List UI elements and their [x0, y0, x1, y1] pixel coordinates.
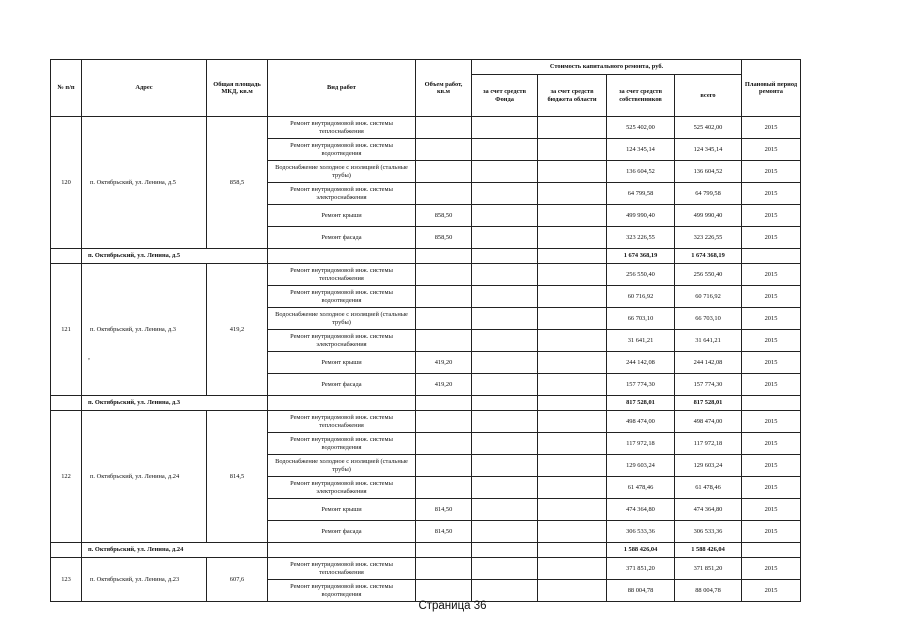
row-number: 122: [51, 411, 82, 543]
budget-cell: [538, 139, 607, 161]
own-funds-cell: 61 478,46: [607, 477, 675, 499]
fund-cell: [472, 477, 538, 499]
work-type-cell: Ремонт внутридомовой инж. системы теплоснабжения: [268, 117, 416, 139]
volume-cell: 858,50: [416, 205, 472, 227]
subtotal-row: [51, 396, 801, 411]
total-cell: 88 004,78: [675, 580, 742, 602]
budget-cell: [538, 374, 607, 396]
row-area: 814,5: [207, 411, 268, 543]
fund-cell: [472, 433, 538, 455]
period-cell: 2015: [742, 499, 801, 521]
fund-cell: [472, 411, 538, 433]
total-cell: 129 603,24: [675, 455, 742, 477]
table-row: [51, 264, 801, 286]
fund-cell: [472, 499, 538, 521]
header-cost-group: Стоимость капитального ремонта, руб.: [472, 60, 742, 75]
budget-cell: [538, 433, 607, 455]
work-type-cell: Ремонт внутридомовой инж. системы водоотведения: [268, 139, 416, 161]
work-type-cell: Ремонт внутридомовой инж. системы электроснабжения: [268, 330, 416, 352]
fund-cell: [472, 205, 538, 227]
own-funds-cell: 117 972,18: [607, 433, 675, 455]
subtotal-period-cell: [742, 396, 801, 411]
period-cell: 2015: [742, 205, 801, 227]
own-funds-cell: 498 474,00: [607, 411, 675, 433]
subtotal-num-cell: [51, 543, 82, 558]
row-address: п. Октябрьский, ул. Ленина, д.24: [82, 411, 207, 543]
volume-cell: [416, 139, 472, 161]
header-fund: за счет средств Фонда: [472, 75, 538, 117]
work-type-cell: Ремонт внутридомовой инж. системы теплоснабжения: [268, 411, 416, 433]
stray-mark: ,: [88, 352, 90, 361]
subtotal-total: 1 588 426,04: [675, 543, 742, 558]
own-funds-cell: 323 226,55: [607, 227, 675, 249]
own-funds-cell: 371 851,20: [607, 558, 675, 580]
subtotal-budget-cell: [538, 543, 607, 558]
own-funds-cell: 129 603,24: [607, 455, 675, 477]
row-number: 120: [51, 117, 82, 249]
own-funds-cell: 244 142,08: [607, 352, 675, 374]
own-funds-cell: 157 774,30: [607, 374, 675, 396]
fund-cell: [472, 161, 538, 183]
fund-cell: [472, 352, 538, 374]
table-row: [51, 558, 801, 580]
volume-cell: [416, 477, 472, 499]
total-cell: 244 142,08: [675, 352, 742, 374]
subtotal-row: [51, 249, 801, 264]
volume-cell: 419,20: [416, 352, 472, 374]
budget-cell: [538, 161, 607, 183]
period-cell: 2015: [742, 455, 801, 477]
subtotal-address: п. Октябрьский, ул. Ленина, д.3: [82, 396, 268, 411]
fund-cell: [472, 330, 538, 352]
total-cell: 157 774,30: [675, 374, 742, 396]
table-row: [51, 117, 801, 139]
volume-cell: [416, 161, 472, 183]
fund-cell: [472, 374, 538, 396]
row-address: п. Октябрьский, ул. Ленина, д.5: [82, 117, 207, 249]
row-area: 607,6: [207, 558, 268, 602]
budget-cell: [538, 477, 607, 499]
subtotal-fund-cell: [472, 543, 538, 558]
total-cell: 323 226,55: [675, 227, 742, 249]
subtotal-work-cell: [268, 249, 416, 264]
fund-cell: [472, 139, 538, 161]
row-area: 858,5: [207, 117, 268, 249]
own-funds-cell: 136 604,52: [607, 161, 675, 183]
period-cell: 2015: [742, 264, 801, 286]
budget-cell: [538, 286, 607, 308]
subtotal-budget-cell: [538, 249, 607, 264]
subtotal-period-cell: [742, 543, 801, 558]
volume-cell: [416, 286, 472, 308]
volume-cell: 814,50: [416, 521, 472, 543]
header-volume: Объем работ, кв.м: [416, 60, 472, 117]
subtotal-num-cell: [51, 249, 82, 264]
fund-cell: [472, 580, 538, 602]
own-funds-cell: 66 703,10: [607, 308, 675, 330]
budget-cell: [538, 205, 607, 227]
subtotal-volume-cell: [416, 396, 472, 411]
period-cell: 2015: [742, 352, 801, 374]
volume-cell: [416, 433, 472, 455]
budget-cell: [538, 308, 607, 330]
budget-cell: [538, 183, 607, 205]
budget-cell: [538, 411, 607, 433]
work-type-cell: Ремонт фасада: [268, 521, 416, 543]
budget-cell: [538, 117, 607, 139]
work-type-cell: Ремонт крыши: [268, 205, 416, 227]
work-type-cell: Ремонт фасада: [268, 227, 416, 249]
total-cell: 499 990,40: [675, 205, 742, 227]
budget-cell: [538, 521, 607, 543]
header-total: всего: [675, 75, 742, 117]
subtotal-address: п. Октябрьский, ул. Ленина, д.5: [82, 249, 268, 264]
work-type-cell: Ремонт внутридомовой инж. системы водоотведения: [268, 580, 416, 602]
period-cell: 2015: [742, 374, 801, 396]
volume-cell: 419,20: [416, 374, 472, 396]
subtotal-period-cell: [742, 249, 801, 264]
budget-cell: [538, 352, 607, 374]
total-cell: 525 402,00: [675, 117, 742, 139]
row-address: п. Октябрьский, ул. Ленина, д.3: [82, 264, 207, 396]
subtotal-volume-cell: [416, 249, 472, 264]
work-type-cell: Ремонт внутридомовой инж. системы электроснабжения: [268, 477, 416, 499]
fund-cell: [472, 286, 538, 308]
period-cell: 2015: [742, 183, 801, 205]
subtotal-fund-cell: [472, 396, 538, 411]
subtotal-row: [51, 543, 801, 558]
fund-cell: [472, 117, 538, 139]
volume-cell: 858,50: [416, 227, 472, 249]
table-body: [51, 117, 801, 602]
volume-cell: [416, 455, 472, 477]
subtotal-total: 817 528,01: [675, 396, 742, 411]
table-row: [51, 411, 801, 433]
row-address: п. Октябрьский, ул. Ленина, д.23: [82, 558, 207, 602]
page-footer: Страница 36: [418, 600, 487, 612]
repair-cost-table: [50, 59, 801, 602]
header-work-type: Вид работ: [268, 60, 416, 117]
row-number: 123: [51, 558, 82, 602]
work-type-cell: Водоснабжение холодное с изоляцией (стальные трубы): [268, 455, 416, 477]
own-funds-cell: 256 550,40: [607, 264, 675, 286]
total-cell: 60 716,92: [675, 286, 742, 308]
own-funds-cell: 124 345,14: [607, 139, 675, 161]
total-cell: 498 474,00: [675, 411, 742, 433]
subtotal-own-funds: 1 674 368,19: [607, 249, 675, 264]
own-funds-cell: 525 402,00: [607, 117, 675, 139]
work-type-cell: Ремонт внутридомовой инж. системы электроснабжения: [268, 183, 416, 205]
subtotal-total: 1 674 368,19: [675, 249, 742, 264]
budget-cell: [538, 264, 607, 286]
subtotal-fund-cell: [472, 249, 538, 264]
own-funds-cell: 31 641,21: [607, 330, 675, 352]
work-type-cell: Ремонт крыши: [268, 499, 416, 521]
volume-cell: [416, 264, 472, 286]
fund-cell: [472, 558, 538, 580]
header-area: Общая площадь МКД, кв.м: [207, 60, 268, 117]
work-type-cell: Водоснабжение холодное с изоляцией (стальные трубы): [268, 161, 416, 183]
subtotal-address: п. Октябрьский, ул. Ленина, д.24: [82, 543, 268, 558]
work-type-cell: Ремонт внутридомовой инж. системы теплоснабжения: [268, 264, 416, 286]
row-number: 121: [51, 264, 82, 396]
own-funds-cell: 306 533,36: [607, 521, 675, 543]
work-type-cell: Водоснабжение холодное с изоляцией (стальные трубы): [268, 308, 416, 330]
period-cell: 2015: [742, 227, 801, 249]
volume-cell: [416, 411, 472, 433]
total-cell: 371 851,20: [675, 558, 742, 580]
period-cell: 2015: [742, 330, 801, 352]
subtotal-own-funds: 1 588 426,04: [607, 543, 675, 558]
total-cell: 124 345,14: [675, 139, 742, 161]
subtotal-work-cell: [268, 543, 416, 558]
budget-cell: [538, 580, 607, 602]
budget-cell: [538, 330, 607, 352]
period-cell: 2015: [742, 580, 801, 602]
subtotal-work-cell: [268, 396, 416, 411]
fund-cell: [472, 521, 538, 543]
volume-cell: [416, 580, 472, 602]
own-funds-cell: 88 004,78: [607, 580, 675, 602]
period-cell: 2015: [742, 139, 801, 161]
work-type-cell: Ремонт внутридомовой инж. системы водоотведения: [268, 433, 416, 455]
fund-cell: [472, 308, 538, 330]
volume-cell: [416, 308, 472, 330]
total-cell: 474 364,80: [675, 499, 742, 521]
fund-cell: [472, 183, 538, 205]
budget-cell: [538, 455, 607, 477]
fund-cell: [472, 455, 538, 477]
volume-cell: [416, 117, 472, 139]
work-type-cell: Ремонт крыши: [268, 352, 416, 374]
total-cell: 64 799,58: [675, 183, 742, 205]
period-cell: 2015: [742, 477, 801, 499]
period-cell: 2015: [742, 117, 801, 139]
period-cell: 2015: [742, 308, 801, 330]
volume-cell: [416, 183, 472, 205]
work-type-cell: Ремонт внутридомовой инж. системы теплоснабжения: [268, 558, 416, 580]
volume-cell: [416, 330, 472, 352]
work-type-cell: Ремонт фасада: [268, 374, 416, 396]
work-type-cell: Ремонт внутридомовой инж. системы водоотведения: [268, 286, 416, 308]
own-funds-cell: 474 364,80: [607, 499, 675, 521]
period-cell: 2015: [742, 161, 801, 183]
period-cell: 2015: [742, 558, 801, 580]
period-cell: 2015: [742, 411, 801, 433]
volume-cell: [416, 558, 472, 580]
budget-cell: [538, 499, 607, 521]
budget-cell: [538, 558, 607, 580]
total-cell: 66 703,10: [675, 308, 742, 330]
total-cell: 256 550,40: [675, 264, 742, 286]
budget-cell: [538, 227, 607, 249]
total-cell: 61 478,46: [675, 477, 742, 499]
row-area: 419,2: [207, 264, 268, 396]
total-cell: 136 604,52: [675, 161, 742, 183]
subtotal-budget-cell: [538, 396, 607, 411]
header-budget: за счет средств бюджета области: [538, 75, 607, 117]
total-cell: 306 533,36: [675, 521, 742, 543]
own-funds-cell: 64 799,58: [607, 183, 675, 205]
header-address: Адрес: [82, 60, 207, 117]
subtotal-volume-cell: [416, 543, 472, 558]
period-cell: 2015: [742, 521, 801, 543]
fund-cell: [472, 227, 538, 249]
total-cell: 31 641,21: [675, 330, 742, 352]
header-own: за счет средств собственников: [607, 75, 675, 117]
fund-cell: [472, 264, 538, 286]
header-num: № п/п: [51, 60, 82, 117]
subtotal-num-cell: [51, 396, 82, 411]
own-funds-cell: 499 990,40: [607, 205, 675, 227]
volume-cell: 814,50: [416, 499, 472, 521]
own-funds-cell: 60 716,92: [607, 286, 675, 308]
total-cell: 117 972,18: [675, 433, 742, 455]
subtotal-own-funds: 817 528,01: [607, 396, 675, 411]
header-period: Плановый период ремонта: [742, 60, 801, 117]
period-cell: 2015: [742, 433, 801, 455]
period-cell: 2015: [742, 286, 801, 308]
